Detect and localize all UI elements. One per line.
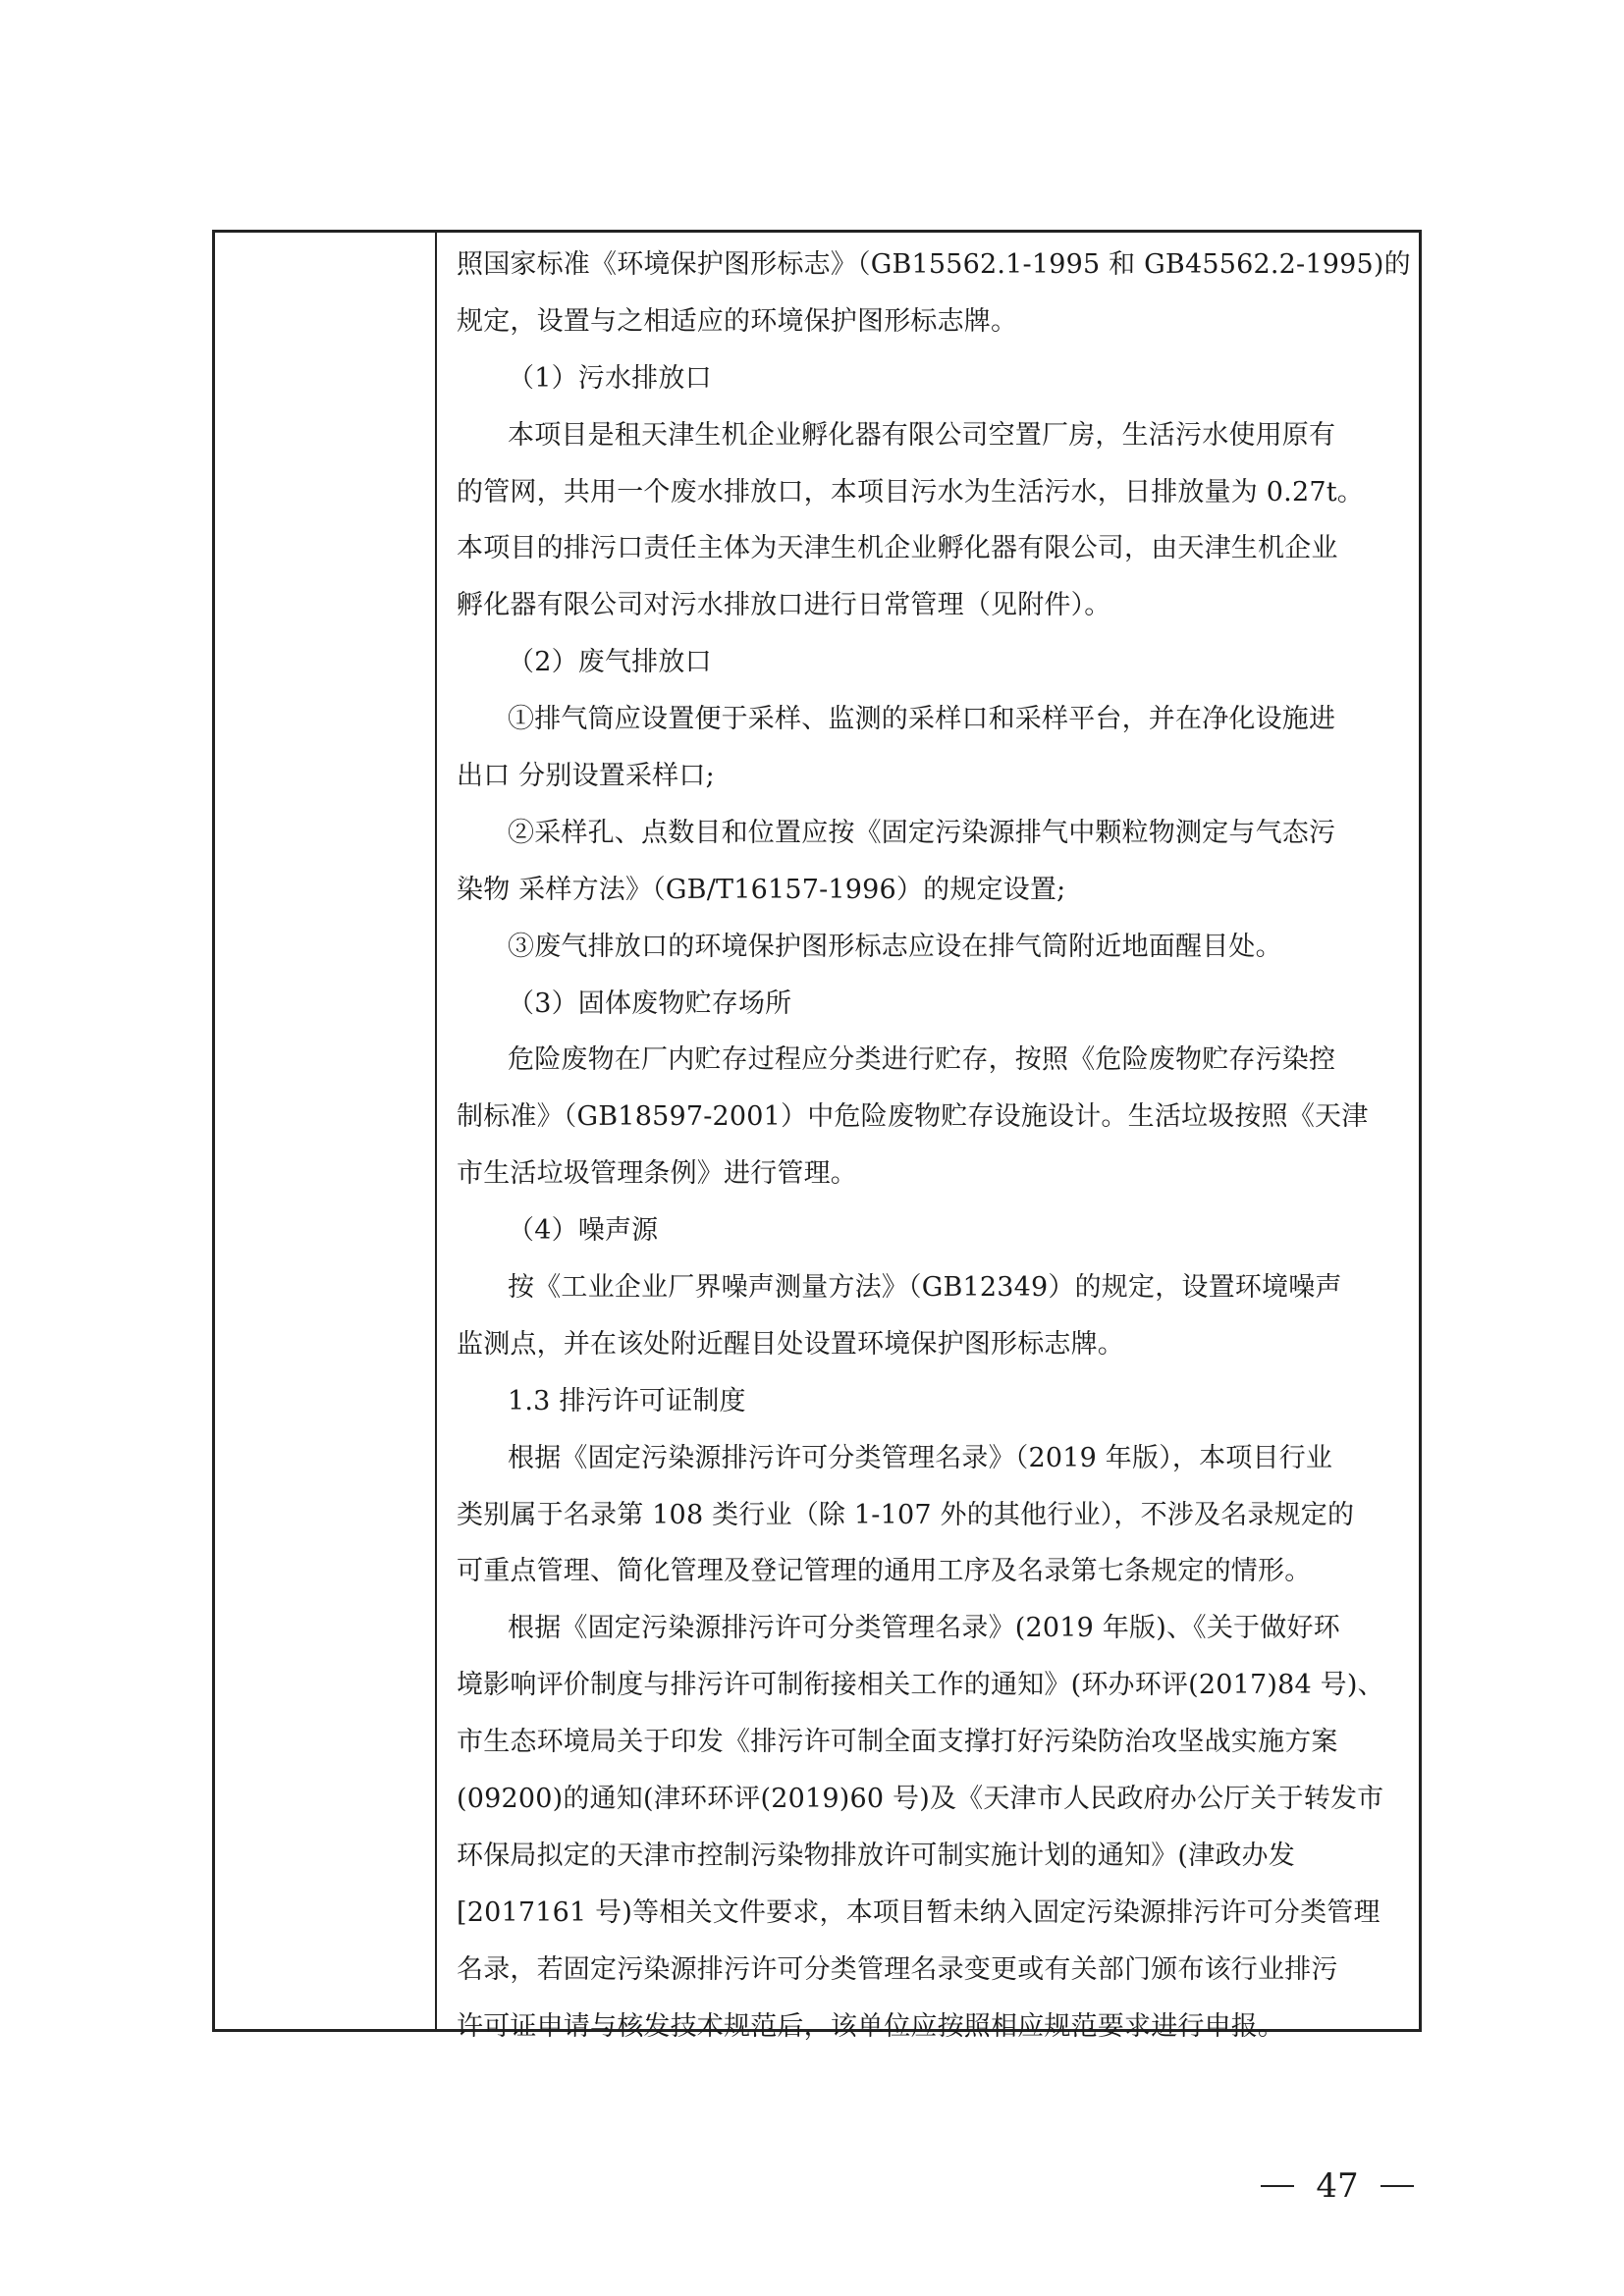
text-line: 孵化器有限公司对污水排放口进行日常管理（见附件）。 — [457, 590, 1111, 621]
text-line: 本项目的排污口责任主体为天津生机企业孵化器有限公司，由天津生机企业 — [457, 533, 1338, 564]
content-table — [212, 230, 1422, 2042]
text-line: 规定，设置与之相适应的环境保护图形标志牌。 — [457, 305, 1018, 337]
text-line: 市生态环境局关于印发《排污许可制全面支撑打好污染防治攻坚战实施方案 — [457, 1727, 1338, 1758]
section-heading: （4）噪声源 — [508, 1215, 659, 1247]
table-left-column — [215, 233, 437, 2029]
text-line: ②采样孔、点数目和位置应按《固定污染源排气中颗粒物测定与气态污 — [508, 817, 1336, 848]
text-line: 按《工业企业厂界噪声测量方法》（GB12349）的规定，设置环境噪声 — [508, 1272, 1342, 1304]
text-line: 许可证申请与核发技术规范后，该单位应按照相应规范要求进行申报。 — [457, 2010, 1285, 2042]
page-number-footer — [1239, 2162, 1435, 2211]
text-line: 境影响评价制度与排污许可制衔接相关工作的通知》(环办环评(2017)84 号)、 — [457, 1670, 1384, 1701]
table-content-cell — [457, 237, 1409, 2056]
text-line: ③废气排放口的环境保护图形标志应设在排气筒附近地面醒目处。 — [508, 931, 1282, 962]
text-line: 类别属于名录第 108 类行业（除 1-107 外的其他行业），不涉及名录规定的 — [457, 1499, 1355, 1530]
text-line: 根据《固定污染源排污许可分类管理名录》（2019 年版），本项目行业 — [508, 1442, 1333, 1473]
section-heading: （1）污水排放口 — [508, 362, 712, 394]
text-line: 名录，若固定污染源排污许可分类管理名录变更或有关部门颁布该行业排污 — [457, 1953, 1338, 1985]
text-line: 照国家标准《环境保护图形标志》（GB15562.1-1995 和 GB45562.2-1995)的 — [457, 249, 1411, 280]
section-heading: （3）固体废物贮存场所 — [508, 988, 792, 1019]
text-line: 危险废物在厂内贮存过程应分类进行贮存，按照《危险废物贮存污染控 — [508, 1044, 1336, 1076]
text-line: ①排气筒应设置便于采样、监测的采样口和采样平台，并在净化设施进 — [508, 704, 1336, 735]
text-line: 市生活垃圾管理条例》进行管理。 — [457, 1158, 857, 1190]
section-heading: （2）废气排放口 — [508, 647, 712, 678]
text-line: 根据《固定污染源排污许可分类管理名录》(2019 年版)、《关于做好环 — [508, 1613, 1340, 1644]
text-line: 制标准》（GB18597-2001）中危险废物贮存设施设计。生活垃圾按照《天津 — [457, 1101, 1369, 1133]
section-heading: 1.3 排污许可证制度 — [508, 1385, 746, 1416]
text-line: (09200)的通知(津环环评(2019)60 号)及《天津市人民政府办公厅关于转发市 — [457, 1784, 1384, 1815]
text-line: 本项目是租天津生机企业孵化器有限公司空置厂房，生活污水使用原有 — [508, 419, 1336, 451]
text-line: 监测点，并在该处附近醒目处设置环境保护图形标志牌。 — [457, 1328, 1124, 1360]
text-line: 环保局拟定的天津市控制污染物排放许可制实施计划的通知》(津政办发 — [457, 1840, 1295, 1871]
page-number: 47 — [1316, 2166, 1359, 2206]
dash-left — [1261, 2185, 1294, 2187]
text-line: 的管网，共用一个废水排放口，本项目污水为生活污水，日排放量为 0.27t。 — [457, 476, 1364, 507]
text-line: 染物 采样方法》（GB/T16157-1996）的规定设置; — [457, 874, 1066, 905]
text-line: 可重点管理、简化管理及登记管理的通用工序及名录第七条规定的情形。 — [457, 1556, 1312, 1587]
text-line: 出口 分别设置采样口; — [457, 761, 715, 792]
dash-right — [1380, 2185, 1414, 2187]
text-line: [2017161 号)等相关文件要求，本项目暂未纳入固定污染源排污许可分类管理 — [457, 1896, 1380, 1928]
